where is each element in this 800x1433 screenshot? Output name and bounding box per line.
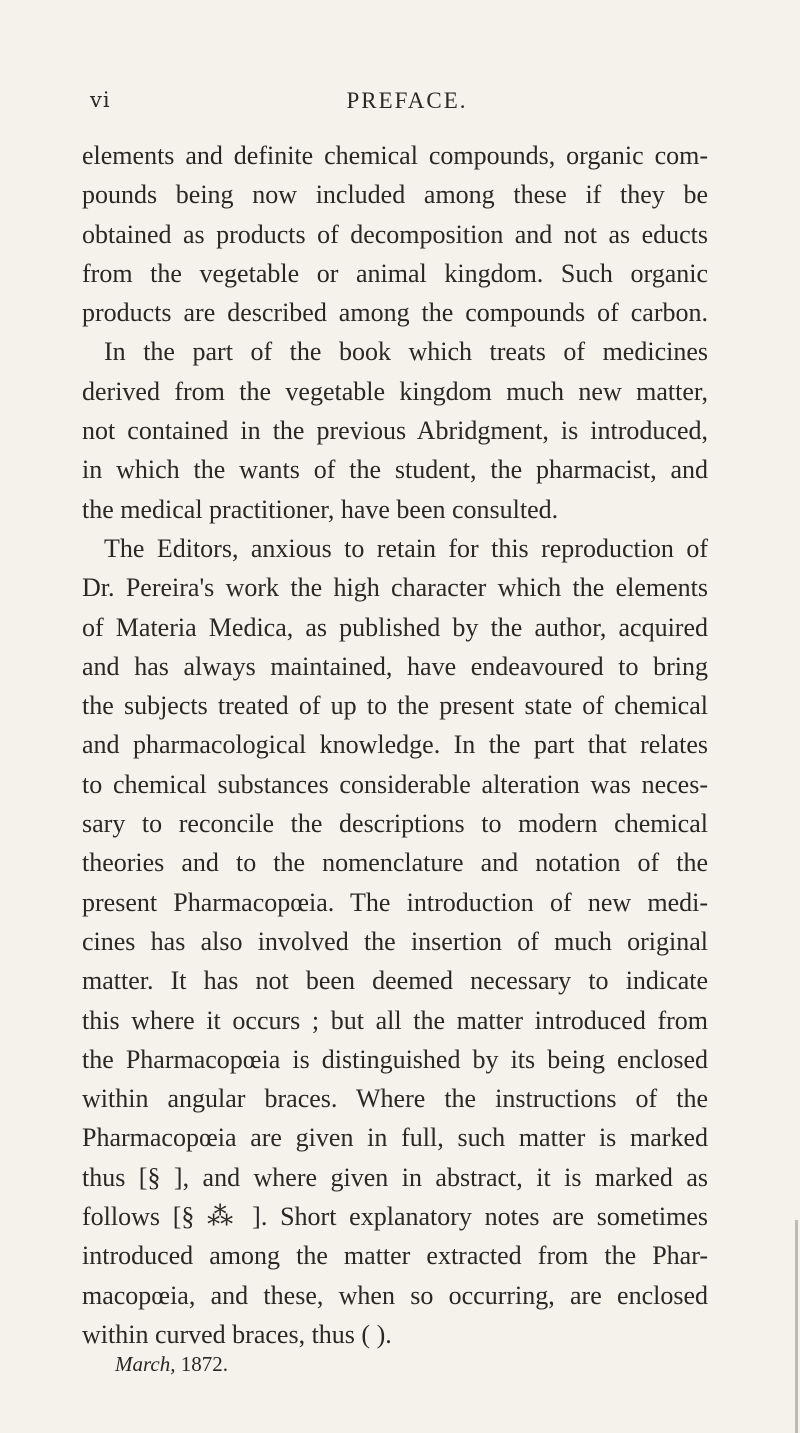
text-line: present Pharmacopœia. The introduction of new medi- xyxy=(82,887,708,917)
date-month: March, xyxy=(115,1352,176,1376)
text-line: cines has also involved the insertion of much original xyxy=(82,926,708,956)
page-header xyxy=(82,88,732,118)
preface-date xyxy=(115,1352,228,1377)
text-line: products are described among the compounds of carbon. xyxy=(82,298,708,328)
text-line: macopœia, and these, when so occurring, are enclosed xyxy=(82,1280,708,1310)
page-number: vi xyxy=(90,88,111,112)
text-line: follows [§ ⁂ ]. Short explanatory notes are sometimes xyxy=(82,1202,708,1232)
text-line: In the part of the book which treats of medicines xyxy=(104,337,708,367)
text-line: The Editors, anxious to retain for this reproduction of xyxy=(104,533,708,563)
text-line: sary to reconcile the descriptions to modern chemical xyxy=(82,809,708,839)
text-line: the medical practitioner, have been consulted. xyxy=(82,494,559,524)
text-line: derived from the vegetable kingdom much new matter, xyxy=(82,376,708,406)
text-line: within curved braces, thus ( ). xyxy=(82,1319,392,1349)
text-line: and pharmacological knowledge. In the part that relates xyxy=(82,730,708,760)
text-line: of Materia Medica, as published by the author, acquired xyxy=(82,612,708,642)
page-edge-shadow xyxy=(795,1220,798,1433)
text-line: theories and to the nomenclature and notation of the xyxy=(82,848,708,878)
text-line: matter. It has not been deemed necessary to indicate xyxy=(82,966,708,996)
text-line: and has always maintained, have endeavoured to bring xyxy=(82,651,708,681)
text-line: from the vegetable or animal kingdom. Such organic xyxy=(82,258,708,288)
text-line: in which the wants of the student, the pharmacist, and xyxy=(82,455,708,485)
text-line: obtained as products of decomposition and not as educts xyxy=(82,219,708,249)
date-year: 1872. xyxy=(180,1352,228,1376)
text-line: elements and definite chemical compounds, organic com- xyxy=(82,141,708,170)
running-title: PREFACE. xyxy=(346,88,468,113)
text-line: to chemical substances considerable alteration was neces- xyxy=(82,769,708,799)
text-line: the subjects treated of up to the present state of chemical xyxy=(82,691,708,721)
text-line: this where it occurs ; but all the matter introduced from xyxy=(82,1005,708,1035)
text-line: introduced among the matter extracted from the Phar- xyxy=(82,1241,708,1271)
text-line: Pharmacopœia are given in full, such matter is marked xyxy=(82,1123,708,1153)
text-line: thus [§ ], and where given in abstract, it is marked as xyxy=(82,1162,708,1192)
text-line: pounds being now included among these if they be xyxy=(82,180,708,210)
text-line: within angular braces. Where the instructions of the xyxy=(82,1084,708,1114)
text-line: Dr. Pereira's work the high character which the elements xyxy=(82,573,708,603)
text-line: not contained in the previous Abridgment, is introduced, xyxy=(82,416,708,446)
text-line: the Pharmacopœia is distinguished by its being enclosed xyxy=(82,1044,708,1074)
preface-body xyxy=(82,136,708,1354)
